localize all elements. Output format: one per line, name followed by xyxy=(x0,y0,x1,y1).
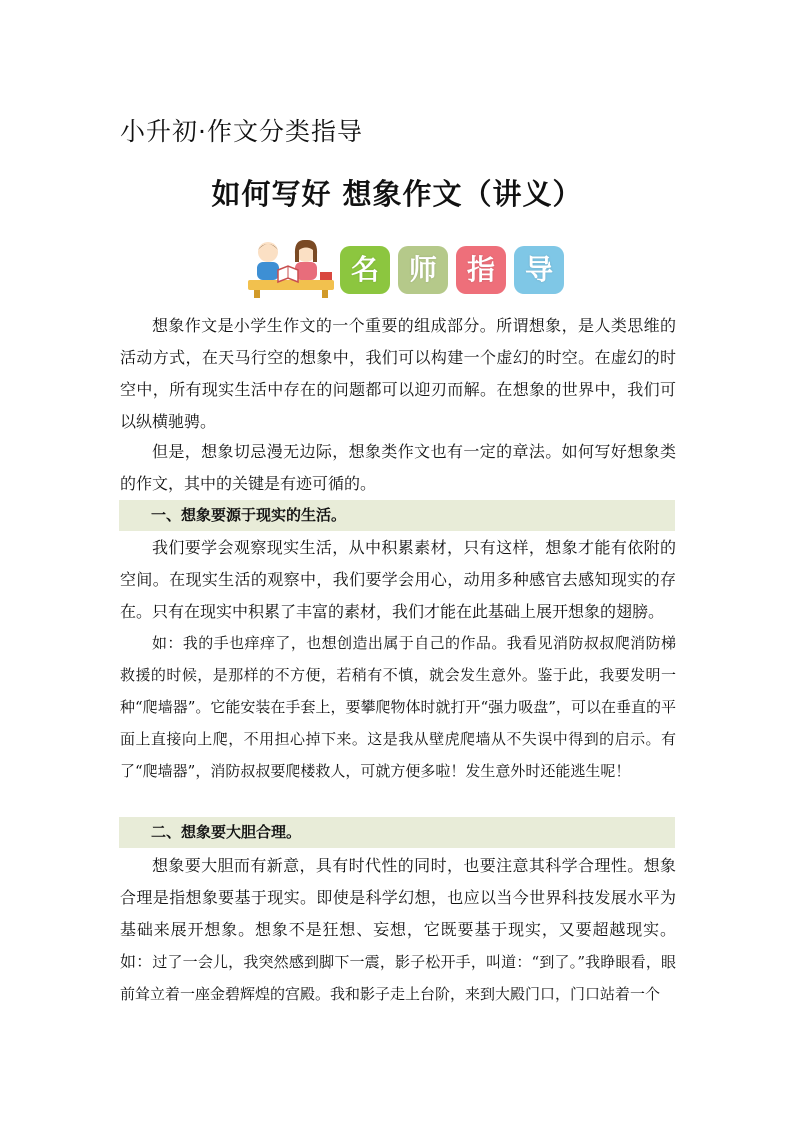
section-2-paragraph xyxy=(120,850,676,1010)
intro-paragraph: 想象作文是小学生作文的一个重要的组成部分。所谓想象，是人类思维的活动方式，在天马行空的想象中，我们可以构建一个虚幻的时空。在虚幻的时空中，所有现实生活中存在的问题都可以迎刃而解。在想象的世界中，我们可以纵横驰骋。 xyxy=(120,316,676,431)
badge-shi: 师 xyxy=(398,246,448,294)
intro-paragraph-2: 但是，想象切忌漫无边际，想象类作文也有一定的章法。如何写好想象类的作文，其中的关键是有迹可循的。 xyxy=(120,442,676,493)
section-1-paragraph: 我们要学会观察现实生活，从中积累素材，只有这样，想象才能有依附的空间。在现实生活的观察中，我们要学会用心，动用多种感官去感知现实的存在。只有在现实中积累了丰富的素材，我们才能在此基础上展开想象的翅膀。 xyxy=(120,538,676,621)
students-reading-illustration xyxy=(244,236,336,298)
teacher-guide-banner xyxy=(244,236,574,298)
badge-dao: 导 xyxy=(514,246,564,294)
section-2-text: 想象要大胆而有新意，具有时代性的同时，也要注意其科学合理性。想象合理是指想象要基于现实。即使是科学幻想，也应以当今世界科技发展水平为基础来展开想象。想象不是狂想、妄想，它既要基于现实，又要超越现实。如： xyxy=(120,856,676,971)
badge-zhi: 指 xyxy=(456,246,506,294)
section-heading-1: 一、想象要源于现实的生活。 xyxy=(119,500,675,531)
example-paragraph-1: 如：我的手也痒痒了，也想创造出属于自己的作品。我看见消防叔叔爬消防梯救援的时候，是那样的不方便，若稍有不慎，就会发生意外。鉴于此，我要发明一种“爬墙器”。它能安装在手套上，要攀爬物体时就打开“强力吸盘”，可以在垂直的平面上直接向上爬，不用担心掉下来。这是我从壁虎爬墙从不失误中得到的启示。有了“爬墙器”，消防叔叔要爬楼救人，可就方便多啦！发生意外时还能逃生呢！ xyxy=(120,634,676,780)
section-heading-2: 二、想象要大胆合理。 xyxy=(119,817,675,848)
page-title: 如何写好 想象作文（讲义） xyxy=(211,177,583,211)
badge-ming: 名 xyxy=(340,246,390,294)
example-paragraph-2: 过了一会儿，我突然感到脚下一震，影子松开手，叫道：“到了。”我睁眼看，眼前耸立着一座金碧辉煌的宫殿。我和影子走上台阶，来到大殿门口，门口站着一个 xyxy=(120,953,676,1003)
series-label: 小升初·作文分类指导 xyxy=(120,117,363,146)
